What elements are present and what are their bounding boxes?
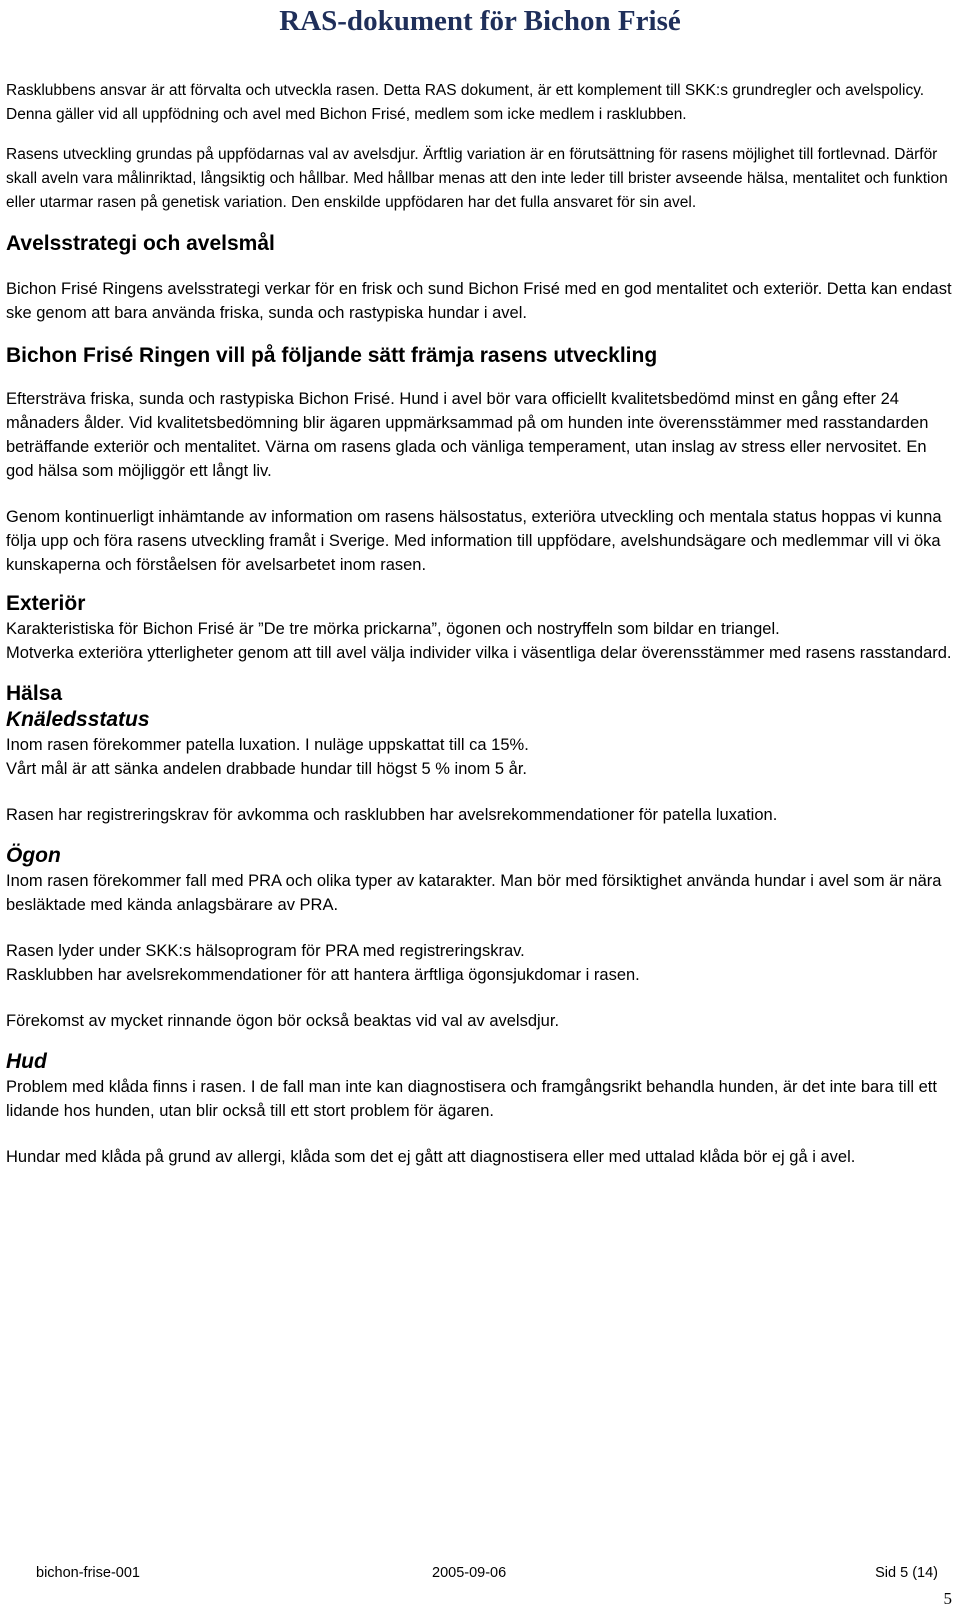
- eyes-paragraph-1: Inom rasen förekommer fall med PRA och olika typer av katarakter. Man bör med försiktighet använda hundar i avel som är nära besläktade med kända anlagsbärare av PRA.: [6, 872, 942, 914]
- health-heading: Hälsa: [6, 682, 63, 705]
- page-number: 5: [943, 1589, 952, 1608]
- eyes-paragraph-3: Förekomst av mycket rinnande ögon bör också beaktas vid val av avelsdjur.: [6, 1012, 560, 1030]
- skin-paragraph-1: Problem med klåda finns i rasen. I de fall man inte kan diagnostisera och framgångsrikt behandla hunden, är det inte bara till ett lidande hos hunden, utan blir också till ett stort problem för ägaren.: [6, 1078, 937, 1120]
- promote-paragraph-2: Genom kontinuerligt inhämtande av information om rasens hälsostatus, exteriöra utveckling och mentala status hoppas vi kunna följa upp och föra rasens utveckling framåt i Sverige. Med information till uppfödare, avelshundsägare och medlemmar vill vi öka kunskaperna och förståelsen för avelsarbetet inom rasen.: [6, 508, 942, 574]
- exterior-paragraph-2: Motverka exteriöra ytterligheter genom att till avel välja individer vilka i väsentliga delar överensstämmer med rasens rasstandard.: [6, 644, 952, 662]
- knee-heading: Knäledsstatus: [6, 708, 150, 731]
- page-footer: [36, 1564, 938, 1584]
- knee-paragraph-2: Rasen har registreringskrav för avkomma och rasklubben har avelsrekommendationer för patella luxation.: [6, 806, 778, 824]
- intro-paragraph-1: Rasklubbens ansvar är att förvalta och utveckla rasen. Detta RAS dokument, är ett komplement till SKK:s grundregler och avelspolicy. Denna gäller vid all uppfödning och avel med Bichon Frisé, medlem som icke medlem i rasklubben.: [6, 82, 925, 123]
- eyes-line-2: Rasklubben har avelsrekommendationer för att hantera ärftliga ögonsjukdomar i rasen.: [6, 966, 640, 984]
- intro-paragraph-2: Rasens utveckling grundas på uppfödarnas val av avelsdjur. Ärftlig variation är en förutsättning för rasens möjlighet till fortlevnad. Därför skall aveln vara målinriktad, långsiktig och hållbar. Med hållbar menas att den inte leder till brister avseende hälsa, mentalitet och funktion eller utarmar rasen på genetisk variation. Den enskilde uppfödaren har det fulla ansvaret för sin avel.: [6, 146, 948, 211]
- strategy-paragraph: Bichon Frisé Ringens avelsstrategi verkar för en frisk och sund Bichon Frisé med en god mentalitet och exteriör. Detta kan endast ske genom att bara använda friska, sunda och rastypiska hundar i avel.: [6, 280, 952, 322]
- footer-date: 2005-09-06: [432, 1565, 507, 1581]
- eyes-heading: Ögon: [6, 844, 61, 867]
- footer-page-label: Sid 5 (14): [875, 1565, 938, 1581]
- exterior-heading: Exteriör: [6, 592, 86, 615]
- skin-heading: Hud: [6, 1050, 47, 1073]
- exterior-paragraph-1: Karakteristiska för Bichon Frisé är ”De tre mörka prickarna”, ögonen och nostryffeln som bildar en triangel.: [6, 620, 780, 638]
- promote-paragraph-1: Eftersträva friska, sunda och rastypiska Bichon Frisé. Hund i avel bör vara officiellt kvalitetsbedömd minst en gång efter 24 månaders ålder. Vid kvalitetsbedömning blir ägaren uppmärksammad på om hunden inte överensstämmer med rasstandarden beträffande exteriör och mentalitet. Värna om rasens glada och vänliga temperament, utan inslag av stress eller nervositet. En god hälsa som möjliggör ett långt liv.: [6, 390, 929, 480]
- eyes-line-1: Rasen lyder under SKK:s hälsoprogram för PRA med registreringskrav.: [6, 942, 525, 960]
- promote-heading: Bichon Frisé Ringen vill på följande sätt främja rasens utveckling: [6, 344, 658, 367]
- footer-doc-id: bichon-frise-001: [36, 1565, 140, 1581]
- document-title: RAS-dokument för Bichon Frisé: [279, 5, 681, 37]
- knee-line-2: Vårt mål är att sänka andelen drabbade hundar till högst 5 % inom 5 år.: [6, 760, 527, 778]
- skin-paragraph-2: Hundar med klåda på grund av allergi, klåda som det ej gått att diagnostisera eller med uttalad klåda bör ej gå i avel.: [6, 1148, 856, 1166]
- strategy-heading: Avelsstrategi och avelsmål: [6, 232, 275, 255]
- knee-line-1: Inom rasen förekommer patella luxation. I nuläge uppskattat till ca 15%.: [6, 736, 529, 754]
- document-body: [6, 79, 952, 1169]
